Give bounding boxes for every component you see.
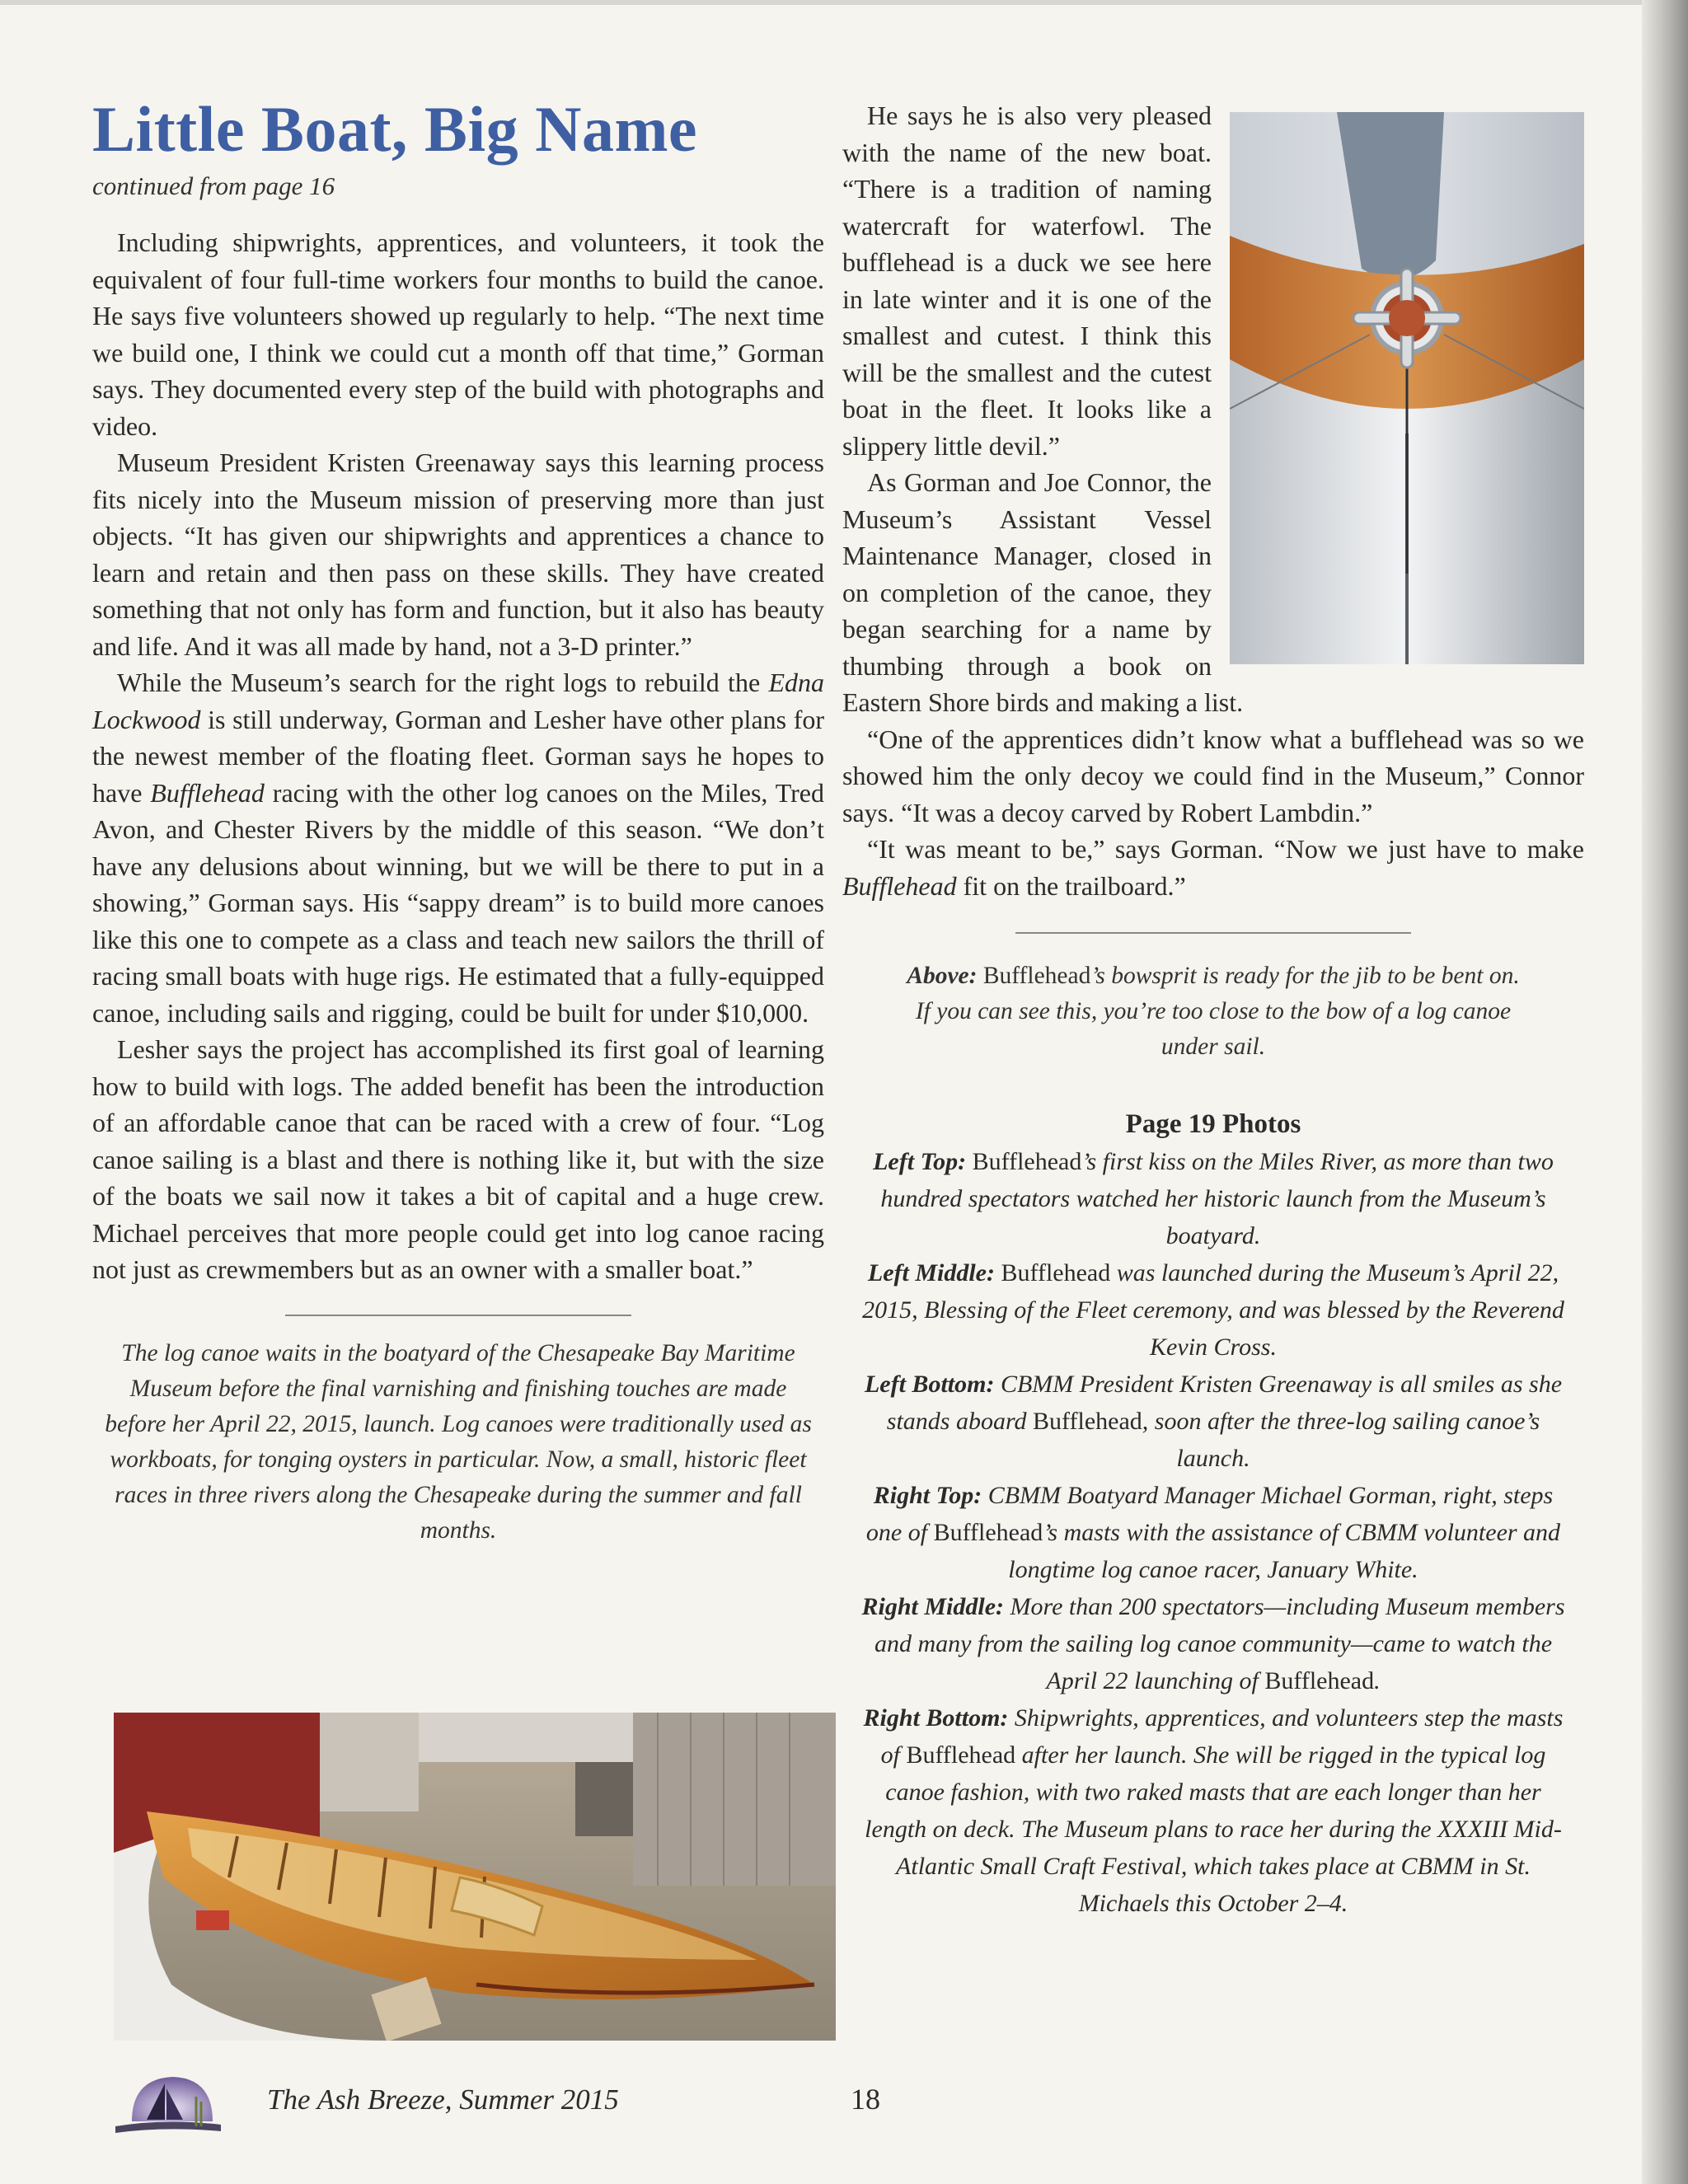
- boat-name-bufflehead: Bufflehead: [150, 777, 265, 808]
- boat-name-edna-lockwood: Edna Lockwood: [92, 668, 824, 734]
- caption-right-bottom: Right Bottom: Shipwrights, apprentices, and volunteers step the masts of Bufflehead after her launch. She will be rigged in the typical log canoe fashion, with two raked masts that are each longer than her length on deck. The Museum plans to race her during the XXXIII Mid-Atlantic Small Craft Festival, which takes place at CBMM in St. Michaels this October 2–4.: [863, 1704, 1564, 1917]
- bowsprit-photo: [1230, 112, 1584, 664]
- right-column: [842, 97, 1584, 1922]
- caption-left-bottom: Left Bottom: CBMM President Kristen Greenaway is all smiles as she stands aboard Bufflehead, soon after the three-log sailing canoe’s launch.: [864, 1371, 1563, 1472]
- right-paragraph-3: “One of the apprentices didn’t know what a bufflehead was so we showed him the only decoy we could find in the Museum,” Connor says. “It was a decoy carved by Robert Lambdin.”: [842, 724, 1584, 827]
- caption-left-middle: Left Middle: Bufflehead was launched during the Museum’s April 22, 2015, Blessing of the Fleet ceremony, and was blessed by the Reverend Kevin Cross.: [862, 1259, 1564, 1361]
- caption-left-top: Left Top: Bufflehead’s first kiss on the Miles River, as more than two hundred spectators watched her historic launch from the Museum’s boatyard.: [873, 1148, 1554, 1249]
- caption-right-top: Right Top: CBMM Boatyard Manager Michael Gorman, right, steps one of Bufflehead’s masts with the assistance of CBMM volunteer and longtime log canoe racer, January White.: [865, 1482, 1561, 1583]
- log-canoe-illustration: [114, 1713, 836, 2041]
- above-photo-caption: Above: Bufflehead’s bowsprit is ready for the jib to be bent on. If you can see this, you’re too close to the bow of a log canoe under sail.: [907, 963, 1520, 1060]
- top-edge: [0, 0, 1642, 5]
- right-paragraph-1: He says he is also very pleased with the name of the new boat. “There is a tradition of naming watercraft for waterfowl. The bufflehead is a duck we see here in late winter and it is one of the smallest and cutest. I think this will be the smallest and the cutest boat in the fleet. It looks like a slippery little devil.”: [842, 101, 1212, 461]
- continued-note: continued from page 16: [92, 171, 335, 200]
- article-title: Little Boat, Big Name: [92, 93, 698, 165]
- left-column: [92, 93, 825, 1549]
- divider-right: [1015, 932, 1411, 934]
- caption-right-middle: Right Middle: More than 200 spectators—including Museum members and many from the sailing log canoe community—came to watch the April 22 launching of Bufflehead.: [861, 1593, 1565, 1694]
- paragraph-3: While the Museum’s search for the right logs to rebuild the Edna Lockwood is still underway, Gorman and Lesher have other plans for the newest member of the floating fleet. Gorman says he hopes to have Bufflehead racing with the other log canoes on the Miles, Tred Avon, and Chester Rivers by the middle of this season. “We don’t have any delusions about winning, but we will be there to put in a showing,” Gorman says. His “sappy dream” is to build more canoes like this one to compete as a class and teach new sailors the thrill of racing small boats with huge rigs. He estimated that a fully-equipped canoe, including sails and rigging, could be built for under $10,000.: [92, 668, 825, 1028]
- sailboat-logo-icon: [115, 2072, 223, 2138]
- divider-left: [285, 1315, 631, 1316]
- paragraph-2: Museum President Kristen Greenaway says this learning process fits nicely into the Museum mission of preserving more than just objects. “It has given our shipwrights and apprentices a chance to learn and retain and then pass on these skills. They have created something that not only has form and function, but it also has beauty and life. And it was all made by hand, not a 3-D printer.”: [92, 448, 824, 661]
- bowsprit-illustration: [1230, 112, 1584, 664]
- log-canoe-photo: [114, 1713, 836, 2041]
- ash-breeze-logo: [115, 2072, 223, 2138]
- paragraph-1: Including shipwrights, apprentices, and volunteers, it took the equivalent of four full-time workers four months to build the canoe. He says five volunteers showed up regularly to help. “The next time we build one, I think we could cut a month off that time,” Gorman says. They documented every step of the build with photographs and video.: [92, 227, 824, 441]
- page-number: 18: [851, 2083, 880, 2116]
- boat-name-bufflehead: Bufflehead: [842, 870, 957, 901]
- canoe-photo-caption: The log canoe waits in the boatyard of the Chesapeake Bay Maritime Museum before the final varnishing and finishing touches are made before her April 22, 2015, launch. Log canoes were traditionally used as workboats, for tonging oysters in particular. Now, a small, historic fleet races in three rivers along the Chesapeake during the summer and fall months.: [105, 1339, 812, 1544]
- publication-footer: The Ash Breeze, Summer 2015: [267, 2083, 619, 2116]
- right-paragraph-2: As Gorman and Joe Connor, the Museum’s Assistant Vessel Maintenance Manager, closed in on completion of the canoe, they began searching for a name by thumbing through a book on Eastern Shore birds and making a list.: [842, 467, 1244, 717]
- page-19-photos-heading: Page 19 Photos: [1125, 1109, 1301, 1139]
- paragraph-4: Lesher says the project has accomplished its first goal of learning how to build with logs. The added benefit has been the introduction of an affordable canoe that can be raced with a crew of four. “Log canoe sailing is a blast and there is nothing like it, but with the size of the boats we sail now it takes a bit of capital and a huge crew. Michael perceives that more people could get into log canoe racing not just as crewmembers but as an owner with a smaller boat.”: [92, 1034, 824, 1284]
- right-paragraph-4: “It was meant to be,” says Gorman. “Now we just have to make Bufflehead fit on the trailboard.”: [842, 834, 1584, 901]
- page-gutter-shadow: [1642, 0, 1688, 2184]
